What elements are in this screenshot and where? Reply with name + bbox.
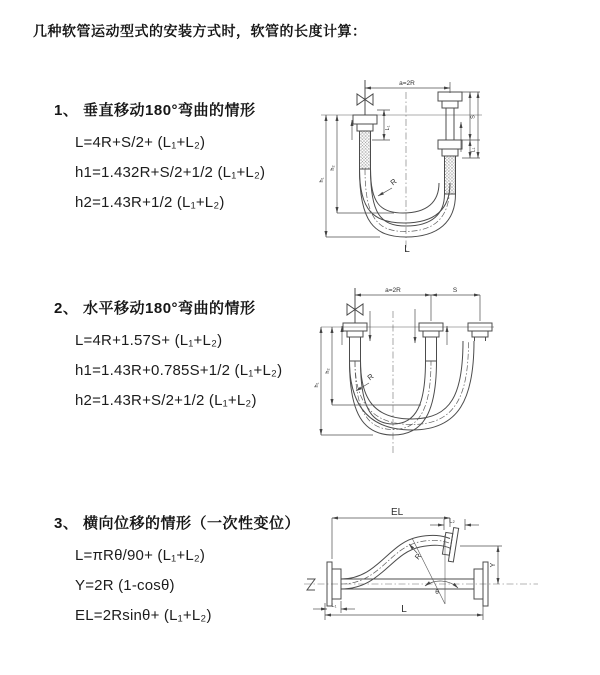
- formula-line: L=πRθ/90+ (L₁+L₂): [75, 547, 206, 564]
- middle-fitting: [419, 323, 443, 361]
- dim-label-a2r: a=2R: [399, 80, 415, 87]
- hose-curves: [350, 341, 475, 435]
- right-fitting: [468, 323, 492, 341]
- dim-label-r: R: [412, 551, 424, 562]
- dim-label-s: S: [470, 115, 477, 119]
- section-1-heading: 1、 垂直移动180°弯曲的情形: [54, 102, 256, 119]
- dimension-lines: [313, 507, 502, 620]
- dim-label-h2: h₂: [325, 368, 331, 374]
- dim-label-y: Y: [490, 562, 497, 568]
- dim-label-s: S: [452, 287, 458, 294]
- diagram-lateral-displacement: [298, 503, 600, 651]
- dim-label-l: L: [401, 604, 407, 615]
- formula-line: L=4R+S/2+ (L₁+L₂): [75, 134, 206, 151]
- section-3-formulas: [75, 547, 300, 637]
- diagram-horizontal-180-bend: [308, 283, 600, 463]
- formula-line: EL=2Rsinθ+ (L₁+L₂): [75, 607, 212, 624]
- dim-label-el: EL: [391, 507, 404, 518]
- dim-label-r: R: [365, 371, 376, 383]
- section-2-heading: 2、 水平移动180°弯曲的情形: [54, 300, 256, 317]
- radius-callout: [378, 176, 399, 196]
- section-3: [54, 514, 300, 637]
- page-title: 几种软管运动型式的安装方式时，软管的长度计算：: [33, 23, 367, 39]
- right-fitting: [438, 92, 462, 194]
- section-1: [54, 101, 265, 224]
- formula-line: h2=1.43R+S/2+1/2 (L₁+L₂): [75, 392, 257, 409]
- centerlines: [304, 579, 538, 590]
- dim-label-l1-right: L₁: [470, 147, 477, 153]
- upper-flange: [441, 526, 458, 561]
- valve-icon: [357, 80, 373, 115]
- break-symbol: [307, 579, 315, 590]
- formula-line: h1=1.432R+S/2+1/2 (L₁+L₂): [75, 164, 266, 181]
- section-2-formulas: [75, 332, 282, 422]
- section-3-heading: 3、 横向位移的情形（一次性变位）: [54, 515, 301, 532]
- diagram-vertical-180-bend: [308, 72, 600, 258]
- dim-label-r: R: [388, 176, 399, 188]
- left-fitting: [343, 323, 367, 361]
- dim-label-h1: h₁: [314, 382, 320, 388]
- formula-line: h2=1.43R+1/2 (L₁+L₂): [75, 194, 225, 211]
- hose-curved: [341, 535, 451, 589]
- formula-line: Y=2R (1-cosθ): [75, 577, 175, 594]
- dim-label-l1: L₁: [331, 603, 337, 609]
- radius-callout: [356, 371, 376, 391]
- formula-line: h1=1.43R+0.785S+1/2 (L₁+L₂): [75, 362, 283, 379]
- dim-label-a2r: a=2R: [385, 287, 401, 294]
- formula-line: L=4R+1.57S+ (L₁+L₂): [75, 332, 223, 349]
- valve-icon: [347, 288, 363, 323]
- dim-label-h2: h₂: [330, 165, 336, 171]
- dim-label-l2: L₂: [449, 518, 455, 525]
- dim-label-h1: h₁: [319, 177, 325, 183]
- section-2: [54, 299, 282, 422]
- dim-label-l1-left: L₁: [385, 125, 391, 131]
- hose-curves: [360, 169, 456, 237]
- dimension-lines: [314, 287, 480, 435]
- dim-label-theta: θ: [435, 589, 439, 596]
- centerlines: [321, 92, 482, 254]
- section-1-formulas: [75, 134, 265, 224]
- left-fitting: [353, 115, 377, 169]
- dim-label-l: L: [404, 244, 410, 255]
